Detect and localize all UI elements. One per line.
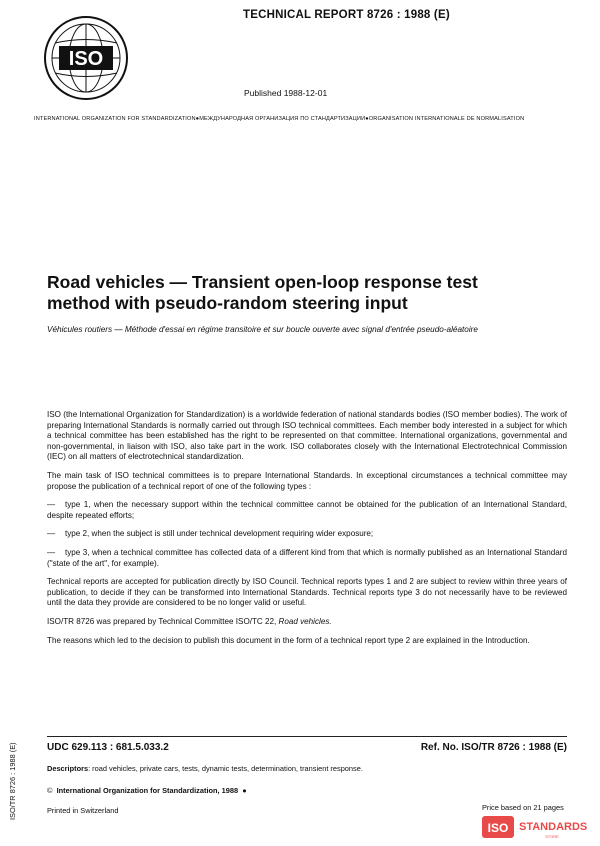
list-item-type-1 (47, 500, 567, 521)
french-subtitle: Véhicules routiers — Méthode d'essai en régime transitoire et sur boucle ouverte avec signal d'entrée pseudo-aléatoire (47, 325, 478, 334)
iso-logo (44, 16, 128, 100)
title-line-2: method with pseudo-random steering input (47, 293, 408, 313)
udc-code: UDC 629.113 : 681.5.033.2 (47, 742, 169, 753)
watermark-logo-text: ISO (487, 821, 509, 835)
committee-name: Road vehicles. (278, 616, 332, 626)
paragraph-main-task: The main task of ISO technical committees is to prepare International Standards. In exceptional circumstances a technical committee may propose the publication of a technical report of one of the following types : (47, 470, 567, 491)
paragraph-prepared-by (47, 617, 567, 628)
organization-line: INTERNATIONAL ORGANIZATION FOR STANDARDIZATION●МЕЖДУНАРОДНАЯ ОРГАНИЗАЦИЯ ПО СТАНДАРТИЗАЦИИ●ORGANISATION INTERNATIONALE DE NORMALISATION (34, 116, 525, 122)
copyright-text: International Organization for Standardization, 1988 (56, 786, 239, 795)
watermark-sub: STORE (545, 834, 559, 839)
iso-logo-text: ISO (68, 48, 104, 70)
printed-location: Printed in Switzerland (47, 806, 119, 815)
descriptors-label: Descriptors (47, 764, 89, 773)
title-line-1: Road vehicles — Transient open-loop response test (47, 272, 478, 292)
list-item-type-2 (47, 529, 567, 540)
paragraph-iso-intro: ISO (the International Organization for Standardization) is a worldwide federation of national standards bodies (ISO member bodies). The work of preparing International Standards is normally carried out through ISO technical committees. Each member body interested in a subject for which a technical committee has been established has the right to be represented on that committee. International organizations, governmental and non-governmental, in liaison with ISO, also take part in the work. ISO collaborates closely with the International Electrotechnical Commission (IEC) on all matters of electrotechnical standardization. (47, 410, 567, 462)
descriptors (47, 764, 567, 773)
vertical-document-id (6, 730, 20, 820)
list-dash: — (47, 500, 56, 510)
foreword-body (47, 410, 567, 654)
report-title: TECHNICAL REPORT 8726 : 1988 (E) (243, 9, 450, 21)
list-item-text: type 1, when the necessary support within the technical committee cannot be obtained for the publication of an International Standard, despite repeated efforts; (47, 500, 567, 520)
reference-number: Ref. No. ISO/TR 8726 : 1988 (E) (420, 742, 567, 753)
standards-store-watermark (482, 812, 594, 842)
paragraph-reasons: The reasons which led to the decision to publish this document in the form of a technical report type 2 are explained in the Introduction. (47, 635, 530, 645)
descriptors-text: : road vehicles, private cars, tests, dynamic tests, determination, transient response. (88, 764, 363, 773)
list-dash: — (47, 547, 56, 557)
list-item-type-3 (47, 548, 567, 569)
published-date: Published 1988-12-01 (244, 88, 328, 98)
list-item-text: type 3, when a technical committee has collected data of a different kind from that which is normally published as an International Standard ("state of the art", for example). (47, 547, 567, 568)
paragraph-technical-reports: Technical reports are accepted for publication directly by ISO Council. Technical reports types 1 and 2 are subject to review within three years of publication, to decide if they can be transformed into International Standards. Technical reports type 3 do not necessarily have to be reviewed until the data they provide are considered to be no longer valid or useful. (47, 577, 567, 608)
document-title (47, 272, 567, 314)
copyright-line (47, 786, 247, 795)
price-info: Price based on 21 pages (482, 803, 564, 812)
bullet-icon: ● (242, 786, 247, 795)
copyright-symbol: © (47, 786, 53, 795)
list-item-text: type 2, when the subject is still under technical development requiring wider exposure; (65, 529, 374, 539)
vertical-id-text: ISO/TR 8726 : 1988 (E) (8, 742, 17, 820)
list-dash: — (47, 529, 56, 539)
watermark-text: STANDARDS (519, 821, 588, 833)
prepared-by-text: ISO/TR 8726 was prepared by Technical Committee ISO/TC 22, (47, 616, 279, 626)
footer-divider (47, 736, 567, 737)
